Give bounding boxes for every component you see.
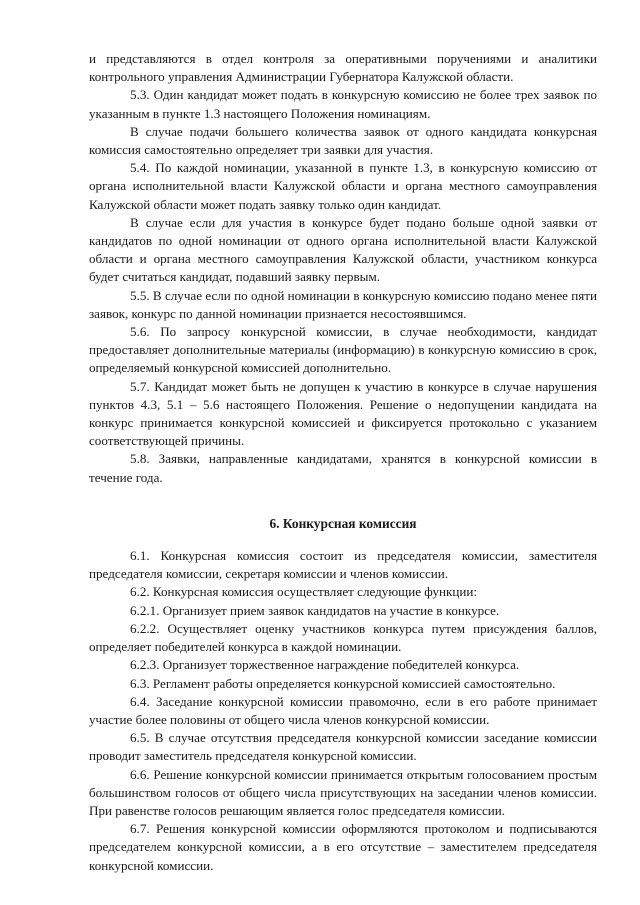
paragraph-5-3-extra: В случае подачи большего количества заявок от одного кандидата конкурсная комиссия самостоятельно определяет три заявки для участия. (89, 123, 597, 158)
paragraph-6-4: 6.4. Заседание конкурсной комиссии правомочно, если в его работе принимает участие более половины от общего числа членов конкурсной комиссии. (89, 693, 597, 727)
paragraph-6-5: 6.5. В случае отсутствия председателя конкурсной комиссии заседание комиссии проводит заместитель председателя конкурсной комиссии. (89, 730, 597, 764)
paragraph-6-1: 6.1. Конкурсная комиссия состоит из председателя комиссии, заместителя председателя комиссии, секретаря комиссии и членов комиссии. (89, 548, 597, 582)
paragraph-5-4-extra: В случае если для участия в конкурсе будет подано больше одной заявки от кандидатов по одной номинации от одного органа исполнительной власти Калужской области и органа местного самоуправления Калужской области, участником конкурса будет считаться кандидат, подавший заявку первым. (89, 214, 597, 285)
paragraph-5-7: 5.7. Кандидат может быть не допущен к участию в конкурсе в случае нарушения пунктов 4.3, 5.1 – 5.6 настоящего Положения. Решение о недопущении кандидата на конкурс принимается конкурсной комиссией и фиксируется протокольно с указанием соответствующей причины. (89, 378, 597, 449)
paragraph-5-5: 5.5. В случае если по одной номинации в конкурсную комиссию подано менее пяти заявок, конкурс по данной номинации признается несостоявшимся. (89, 287, 597, 321)
paragraph-6-2-3: 6.2.3. Организует торжественное награждение победителей конкурса. (130, 657, 520, 673)
paragraph-6-3: 6.3. Регламент работы определяется конкурсной комиссией самостоятельно. (130, 675, 556, 691)
paragraph-6-7: 6.7. Решения конкурсной комиссии оформляются протоколом и подписываются председателем конкурсной комиссии, а в его отсутствие – заместителем председателя конкурсной комиссии. (89, 821, 597, 873)
section-gap (89, 487, 597, 496)
section-6-heading: 6. Конкурсная комиссия (269, 515, 417, 531)
paragraph-5-3: 5.3. Один кандидат может подать в конкурсную комиссию не более трех заявок по указанным в пункте 1.3 настоящего Положения номинациям. (89, 87, 597, 121)
paragraph-5-2-continuation: и представляются в отдел контроля за оперативными поручениями и аналитики контрольного управления Администрации Губернатора Калужской области. (89, 51, 597, 85)
paragraph-6-2-2: 6.2.2. Осуществляет оценку участников конкурса путем присуждения баллов, определяет победителей конкурса в каждой номинации. (89, 620, 597, 655)
paragraph-6-6: 6.6. Решение конкурсной комиссии принимается открытым голосованием простым большинством голосов от общего числа присутствующих на заседании членов комиссии. При равенстве голосов решающим является голос председателя комиссии. (89, 766, 597, 818)
paragraph-5-6: 5.6. По запросу конкурсной комиссии, в случае необходимости, кандидат предоставляет дополнительные материалы (информацию) в конкурсную комиссию в срок, определяемый конкурсной комиссией дополнительно. (89, 324, 597, 376)
paragraph-6-2-1: 6.2.1. Организует прием заявок кандидатов на участие в конкурсе. (130, 602, 500, 618)
paragraph-6-2: 6.2. Конкурсная комиссия осуществляет следующие функции: (130, 584, 478, 600)
paragraph-5-4: 5.4. По каждой номинации, указанной в пункте 1.3, в конкурсную комиссию от органа исполнительной власти Калужской области и органа местного самоуправления Калужской области может подать заявку только один кандидат. (89, 160, 597, 212)
paragraph-5-8: 5.8. Заявки, направленные кандидатами, хранятся в конкурсной комиссии в течение года. (89, 451, 597, 485)
